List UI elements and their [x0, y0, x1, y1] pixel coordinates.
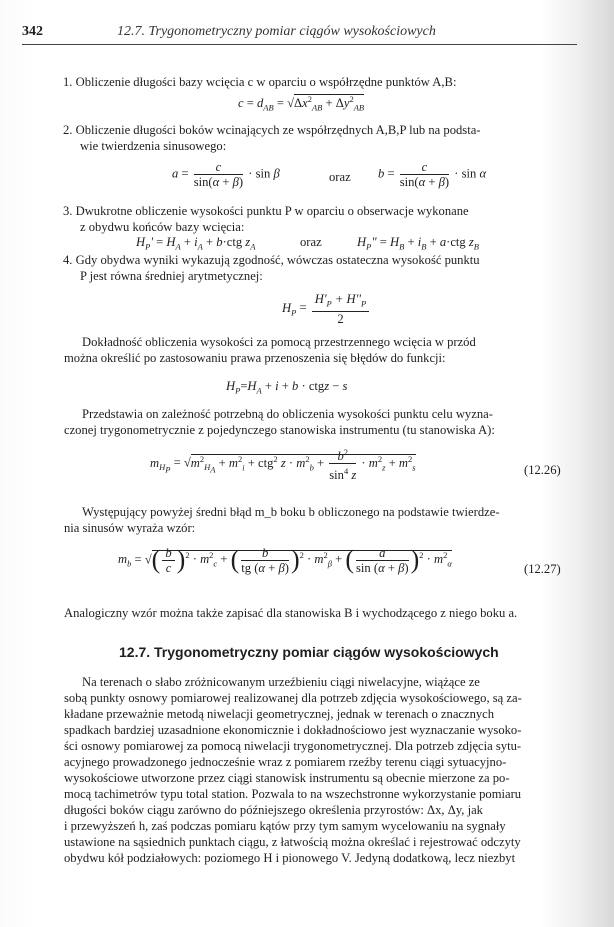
body-line: długości boków ciągu zarówno do późniejszego określenia przyrostów: Δx, Δy, jak: [64, 803, 483, 817]
formula-height-fn: $H_P=H_A + i + b$ · ctgz − s: [226, 379, 348, 396]
formula-mean: $H_P$ = $\frac{H'_P + H''_P}{2}$: [282, 292, 371, 326]
body-line: wysokościowe utworzone przez ciągi stanowisk instrumentu są obecnie mierzone za po-: [64, 771, 510, 785]
equation-number-12-26: (12.26): [524, 463, 561, 477]
paragraph-analog: Analogiczny wzór można także zapisać dla stanowiska B i wychodzącego z niego boku a.: [64, 606, 518, 620]
list-item-3: 3. Dwukrotne obliczenie wysokości punktu P w oparciu o obserwacje wykonane: [63, 204, 469, 218]
body-line: acyjnego prowadzonego jednocześnie wraz z pomiarem rzeźby terenu ciągi sytuacyjno-: [64, 755, 507, 769]
formula-error-mb: $m_b$ = √( $\frac{b}{c}$ )$^2 \cdot m^2_c$ + ( $\frac{b}{tg (\alpha + \beta)}$ )$^2 \cdot m^2_\beta$ + ( $\frac{a}{\sin (\alpha + \beta)}$ )$^2 \cdot m^2_\alpha$: [118, 545, 452, 575]
formula-height-second: $H_P$" = $H_B + i_B + a\cdot ctg$ $z_B$: [357, 235, 479, 252]
paragraph-error: Występujący powyżej średni błąd m_b boku b obliczonego na podstawie twierdze-: [82, 505, 500, 519]
body-line: kładane przeważnie metodą niwelacji geometrycznej, jednak w terenach o znacznych: [64, 707, 495, 721]
body-line: mocą tachimetrów typu total station. Pozwala to na wszechstronne wykorzystanie pomiaru: [64, 787, 522, 801]
equation-number-12-27: (12.27): [524, 562, 561, 576]
body-line: ści osnowy pomiarowej za pomocą niwelacji trygonometrycznej. Dla potrzeb zdjęcia sytu-: [64, 739, 522, 753]
formula-base-length: $c = d_{AB} = √\Delta x^2_{AB} + \Delta y^2_{AB}$: [238, 94, 365, 113]
running-title: 12.7. Trygonometryczny pomiar ciągów wysokościowych: [117, 24, 436, 39]
formula-side-b: b = $\frac{c}{\sin(\alpha + \beta)}$ · sin α: [378, 160, 487, 189]
body-line: ustawione na sąsiednich punktach ciągu, z łatwością można określać i rejestrować odczyty: [64, 835, 521, 849]
list-item-3-cont: z obydwu końców bazy wcięcia:: [80, 220, 245, 234]
list-item-2-cont: wie twierdzenia sinusowego:: [80, 139, 227, 153]
formula-side-a: a = $\frac{c}{\sin(\alpha + \beta)}$ · sin β: [172, 160, 280, 189]
oraz-2: oraz: [300, 235, 322, 249]
running-header: [22, 24, 577, 45]
body-line: i przewyższeń h, zaś podczas pomiaru kątów przy tym samym wycelowaniu na sygnały: [64, 819, 506, 833]
list-item-1: 1. Obliczenie długości bazy wcięcia c w oparciu o współrzędne punktów A,B:: [63, 75, 457, 89]
formula-error-mH: $m_{H_P} = √m^2_{H_A} + m^2_i + ctg^2$ $z \cdot m^2_b$ + $\frac{b^2}{\sin^4 z}$ · $m^2_z + m^2_s$: [150, 447, 416, 483]
list-item-4: 4. Gdy obydwa wyniki wykazują zgodność, wówczas ostateczna wysokość punktu: [63, 253, 480, 267]
paragraph-accuracy-cont: można określić po zastosowaniu prawa przenoszenia się błędów do funkcji:: [64, 351, 446, 365]
formula-height-prime: $H_P' = H_A + i_A + b\cdot ctg$ $z_A$: [136, 235, 256, 252]
body-line: Na terenach o słabo zróżnicowanym urzeźbieniu ciągi niwelacyjne, wiążące ze: [82, 675, 480, 689]
paragraph-accuracy: Dokładność obliczenia wysokości za pomocą przestrzennego wcięcia w przód: [82, 335, 476, 349]
paragraph-error-cont: nia sinusów wyraża wzór:: [64, 521, 196, 535]
page-number: 342: [22, 24, 43, 39]
body-line: obydwu kół podziałowych: poziomego H i pionowego V. Jedyną dodatkową, lecz niezbyt: [64, 851, 516, 865]
list-item-2: 2. Obliczenie długości boków wcinających ze współrzędnych A,B,P lub na podsta-: [63, 123, 481, 137]
body-line: spadkach bardziej uzasadnione ekonomicznie i dokładnościowo jest wyznaczanie wysoko-: [64, 723, 522, 737]
list-item-4-cont: P jest równa średniej arytmetycznej:: [80, 269, 263, 283]
paragraph-present-cont: czonej trygonometrycznie z pojedynczego stanowiska instrumentu (tu stanowiska A):: [64, 423, 495, 437]
section-heading: 12.7. Trygonometryczny pomiar ciągów wysokościowych: [119, 644, 499, 660]
paragraph-present: Przedstawia on zależność potrzebną do obliczenia wysokości punktu celu wyzna-: [82, 407, 493, 421]
body-line: sobą punkty osnowy pomiarowej realizowanej dla potrzeb zdjęcia wysokościowego, są za-: [64, 691, 522, 705]
oraz-1: oraz: [329, 170, 351, 184]
